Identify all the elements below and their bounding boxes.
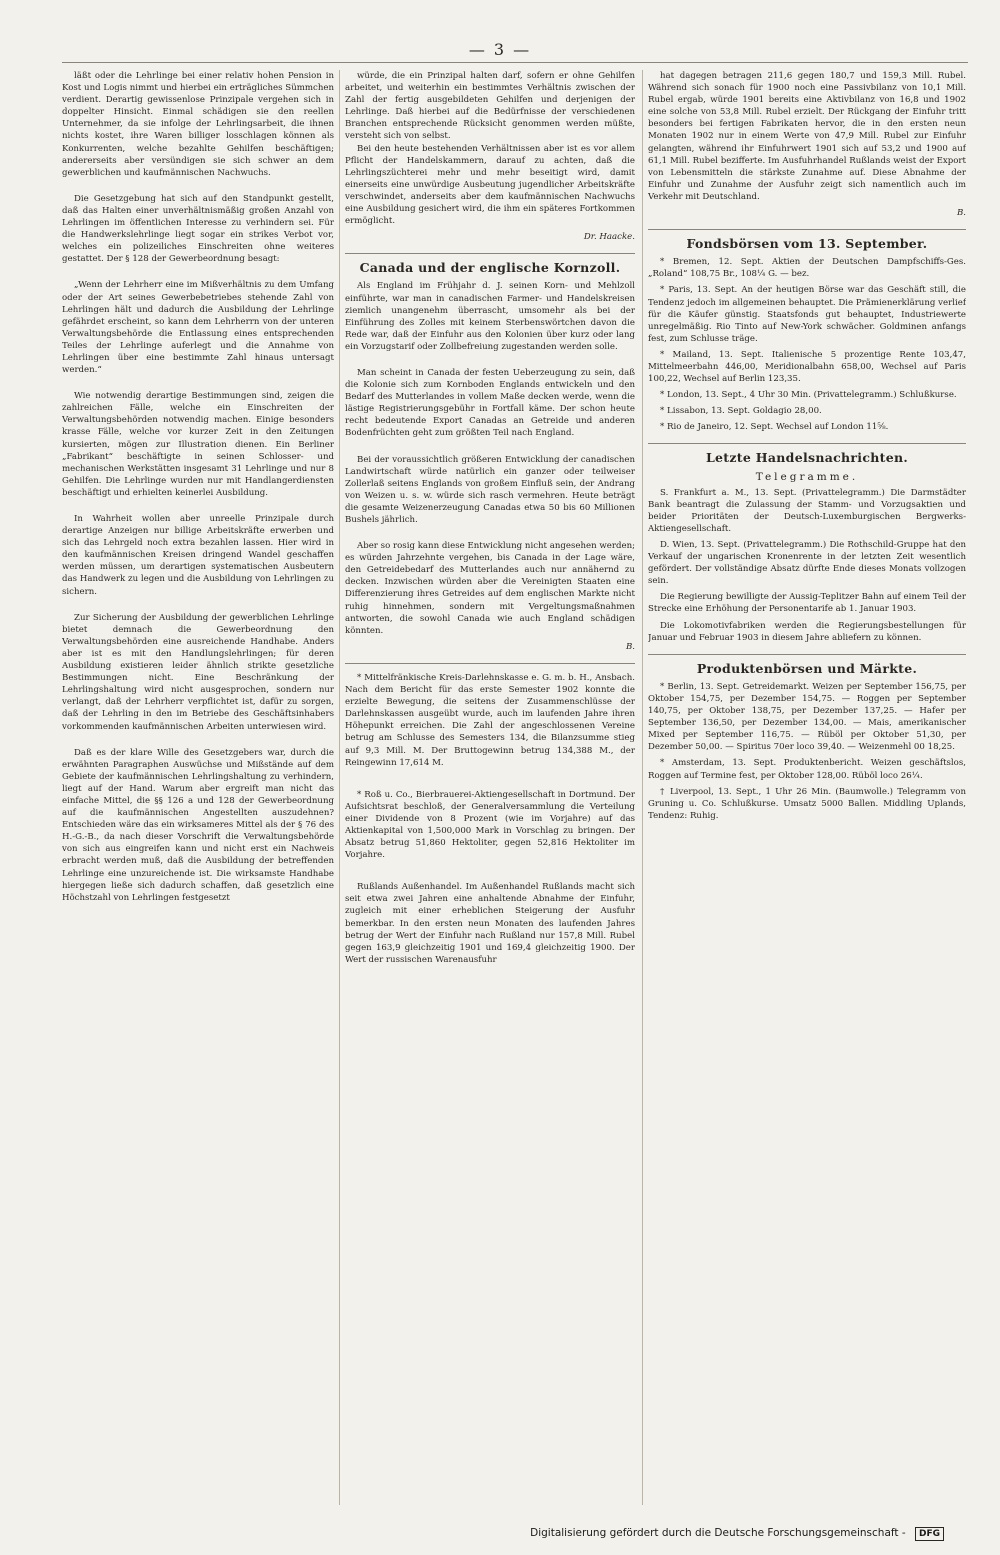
header-rule: [62, 62, 968, 63]
paragraph: Aber so rosig kann diese Entwicklung nicht angesehen werden; es würden Jahrzehnte vergehen, bis Canada in der Lage wäre, den Getreidebedarf des Mutterlandes auch nur annähernd zu decken. Inzwischen würden aber die Vereinigten Staaten eine Differenzierung ihres Getreides auf dem englischen Markte nicht ruhig hinnehmen, sondern mit Vergeltungsmaßnahmen antworten, die sowohl Canada wie auch England schädigen könnten.: [345, 541, 635, 636]
market-report: * Bremen, 12. Sept. Aktien der Deutschen Dampfschiffs-Ges. „Roland“ 108,75 Br., 108¼ G. — bez.: [648, 257, 966, 280]
paragraph: würde, die ein Prinzipal halten darf, sofern er ohne Gehilfen arbeitet, und weiterhin ein bestimmtes Verhältnis zwischen der Zahl der fertig ausgebildeten Gehilfen und derjenigen der Lehrlinge. Daß hierbei auf die Bedürfnisse der verschiedenen Branchen entsprechende Rücksicht genommen werden müßte, versteht sich von selbst.: [345, 71, 635, 142]
paragraph: Bei der voraussichtlich größeren Entwicklung der canadischen Landwirtschaft würde natürlich ein ganzer oder teilweiser Zollerlaß seitens Englands von großem Einfluß sein, der Andrang von Weizen u. s. w. würde sich rasch vermehren. Heute beträgt die gesamte Weizenerzeugung Canadas etwa 50 bis 60 Millionen Bushels jährlich.: [345, 454, 635, 525]
paragraph: hat dagegen betragen 211,6 gegen 180,7 und 159,3 Mill. Rubel. Während sich sonach für 1900 noch eine Passivbilanz von 10,1 Mill. Rubel ergab, würde 1901 bereits eine Aktivbilanz von 16,8 und 1902 eine solche von 53,8 Mill. Rubel erzielt. Der Rückgang der Einfuhr tritt besonders bei fertigen Fabrikaten hervor, die in den ersten neun Monaten 1902 nur in einem Werte von 47,9 Mill. Rubel zur Einfuhr gelangten, während ihr Einfuhrwert 1901 sich auf 53,2 und 1900 auf 61,1 Mill. Rubel bezifferte. Im Ausfuhrhandel Rußlands weist der Export von Lebensmitteln die stärkste Zunahme auf. Diese Abnahme der Einfuhr und Zunahme der Ausfuhr zeigt sich namentlich auch im Verkehr mit Deutschland.: [648, 71, 966, 202]
section-heading: Fondsbörsen vom 13. September.: [686, 236, 928, 252]
paragraph: Zur Sicherung der Ausbildung der gewerblichen Lehrlinge bietet demnach die Gewerbeordnung den Verwaltungsbehörden eine ausreichende Handhabe. Anders aber ist es mit den Handlungslehrlingen; für deren Ausbildung existieren leider ähnlich strikte gesetzliche Bestimmungen nicht. Eine Beschränkung der Lehrlingshaltung wird nicht ausgesprochen, sondern nur verlangt, daß der Lehrherr verpflichtet ist, dafür zu sorgen, daß der Lehrling in den im Betriebe des Geschäftsinhabers vorkommenden kaufmännischen Arbeiten unterwiesen wird.: [62, 612, 334, 732]
footer-text: Digitalisierung gefördert durch die Deutsche Forschungsgemeinschaft -: [530, 1527, 906, 1539]
author-signature: B.: [625, 641, 635, 652]
author-signature: Dr. Haacke.: [583, 232, 635, 243]
telegram: D. Wien, 13. Sept. (Privattelegramm.) Die Rothschild-Gruppe hat den Verkauf der ungarischen Kronenrente in der letzten Zeit wesentlich gefördert. Der vollständige Absatz dürfte Ende dieses Monats vollzogen sein.: [648, 540, 966, 587]
telegram: Die Regierung bewilligte der Aussig-Teplitzer Bahn auf einem Teil der Strecke eine Erhöhung der Personentarife ab 1. Januar 1903.: [648, 592, 966, 615]
column-divider: [339, 70, 340, 1505]
market-report: * Amsterdam, 13. Sept. Produktenbericht. Weizen geschäftslos, Roggen auf Termine fest, per Oktober 128,00. Rüböl loco 26¼.: [648, 758, 966, 781]
paragraph: Bei den heute bestehenden Verhältnissen aber ist es vor allem Pflicht der Handelskammern, darauf zu achten, daß die Lehrlingszüchterei mehr und mehr beseitigt wird, damit einerseits eine unwürdige Ausbeutung jugendlicher Arbeitskräfte verschwindet, anderseits aber dem kaufmännischen Nachwuchs eine Ausbildung gesichert wird, die ihm ein späteres Fortkommen ermöglicht.: [345, 143, 635, 227]
telegram: S. Frankfurt a. M., 13. Sept. (Privattelegramm.) Die Darmstädter Bank beantragt die Zulassung der Stamm- und Vorzugsaktien und beider Prioritäten der Deutsch-Luxemburgischen Bergwerks-Aktiengesellschaft.: [648, 487, 966, 534]
market-report: * Paris, 13. Sept. An der heutigen Börse war das Geschäft still, die Tendenz jedoch im allgemeinen behauptet. Die Prämienerklärung verlief für die Käufer günstig. Staatsfonds gut behauptet, Industriewerte unregelmäßig. Rio Tinto auf New-York schwächer. Goldminen anfangs fest, zum Schlusse träge.: [648, 285, 966, 344]
paragraph: In Wahrheit wollen aber unreelle Prinzipale durch derartige Anzeigen nur billige Arbeitskräfte erwerben und sich das Lehrgeld noch extra bezahlen lassen. Hier wird in den kaufmännischen Kreisen dringend Wandel geschaffen werden müssen, um derartigen systematischen Ausbeutern das Handwerk zu legen und die Ausbildung von Lehrlingen zu sichern.: [62, 514, 334, 597]
market-report: † Liverpool, 13. Sept., 1 Uhr 26 Min. (Baumwolle.) Telegramm von Gruning u. Co. Schlußkurse. Umsatz 5000 Ballen. Middling Uplands, Tendenz: Ruhig.: [648, 786, 966, 821]
market-report: * London, 13. Sept., 4 Uhr 30 Min. (Privattelegramm.) Schlußkurse.: [660, 390, 957, 401]
column-1: [62, 70, 334, 1505]
footer-credit: [0, 1527, 1000, 1543]
section-subheading: Telegramme.: [755, 470, 859, 483]
market-report: * Mailand, 13. Sept. Italienische 5 prozentige Rente 103,47, Mittelmeerbahn 446,00, Meridionalbahn 658,00, Wechsel auf Paris 100,22, Wechsel auf Berlin 123,35.: [648, 349, 966, 385]
section-rule: [648, 443, 966, 444]
paragraph: Als England im Frühjahr d. J. seinen Korn- und Mehlzoll einführte, war man in canadischen Farmer- und Handelskreisen ziemlich unangenehm überrascht, umsomehr als bei der Einführung des Zolles mit keinem Sterbenswörtchen davon die Rede war, daß der Einfuhr aus den Kolonien über kurz oder lang ein Vorzugstarif oder Zollbefreiung zugestanden werden solle.: [345, 281, 635, 352]
paragraph: Daß es der klare Wille des Gesetzgebers war, durch die erwähnten Paragraphen Auswüchse und Mißstände auf dem Gebiete der kaufmännischen Lehrlingshaltung zu verhindern, liegt auf der Hand. Warum aber ergreift man nicht das einfache Mittel, die §§ 126 a und 128 der Gewerbeordnung auf die kaufmännischen Angestellten auszudehnen? Entschieden wäre das ein wirksameres Mittel als der § 76 des H.-G.-B., da nach dieser Vorschrift die Verwaltungsbehörde von sich aus eingreifen kann und nicht erst ein Nachweis erbracht werden muß, daß die Ausbildung der betreffenden Lehrlinge eine unzureichende ist. Die wirksamste Handhabe hiergegen ließe sich dadurch schaffen, daß gesetzlich eine Höchstzahl von Lehrlingen festgesetzt: [62, 747, 334, 903]
paragraph: Die Gesetzgebung hat sich auf den Standpunkt gestellt, daß das Halten einer unverhältnismäßig großen Anzahl von Lehrlingen im öffentlichen Interesse zu verhindern sei. Für die Handwerkslehrlinge liegt sogar ein strikes Verbot vor, welches ein polizeiliches Einschreiten ohne weiteres gestattet. Der § 128 der Gewerbeordnung besagt:: [62, 193, 334, 265]
news-note: * Mittelfränkische Kreis-Darlehnskasse e. G. m. b. H., Ansbach. Nach dem Bericht für das erste Semester 1902 konnte die erzielte Bewegung, die seitens der Zusammenschlüsse der Darlehnskassen ausgeübt wurde, auch im laufenden Jahre ihren Höhepunkt erreichen. Die Zahl der angeschlossenen Vereine betrug am Schlusse des Semesters 134, die Bilanzsumme stieg auf 9,3 Mill. M. Der Bruttogewinn betrug 134,388 M., der Reingewinn 17,614 M.: [345, 672, 635, 768]
article-heading: Canada und der englische Kornzoll.: [359, 260, 621, 276]
section-rule: [345, 253, 635, 254]
paragraph: läßt oder die Lehrlinge bei einer relativ hohen Pension in Kost und Logis nimmt und hierbei ein erträgliches Sümmchen verdient. Derartig gewissenlose Prinzipale vergehen sich in doppelter Hinsicht. Einmal schädigen sie den reellen Unternehmer, da sie infolge der Lehrlingsarbeit, die ihnen nichts kostet, ihre Waren billiger losschlagen können als Konkurrenten, welche bezahlte Gehilfen beschäftigen; andererseits aber versündigen sie sich schwer an dem gewerblichen und kaufmännischen Nachwuchs.: [62, 71, 334, 178]
column-divider: [642, 70, 643, 1505]
author-signature: B.: [956, 208, 966, 219]
section-heading: Produktenbörsen und Märkte.: [696, 660, 918, 676]
section-rule: [648, 229, 966, 230]
column-3: [648, 70, 966, 1505]
page-number: — 3 —: [468, 40, 532, 59]
paragraph: Man scheint in Canada der festen Ueberzeugung zu sein, daß die Kolonie sich zum Kornboden Englands entwickeln und den Bedarf des Mutterlandes in vollem Maße decken werde, wenn die lästige Registrierungsgebühr in Fortfall käme. Der schon heute recht bedeutende Export Canadas an Getreide und anderen Bodenfrüchten geht zum größten Teil nach England.: [345, 367, 635, 439]
market-report: * Berlin, 13. Sept. Getreidemarkt. Weizen per September 156,75, per Oktober 154,75, per Dezember 154,75. — Roggen per September 140,75, per Oktober 138,75, per Dezember 137,25. — Hafer per September 136,50, per Dezember 134,00. — Mais, amerikanischer Mixed per September 116,75. — Rüböl per Oktober 51,30, per Dezember 50,00. — Spiritus 70er loco 39,40. — Weizenmehl 00 18,25.: [648, 681, 966, 753]
market-report: * Rio de Janeiro, 12. Sept. Wechsel auf London 11⅝.: [660, 422, 889, 433]
news-note: * Roß u. Co., Bierbrauerei-Aktiengesellschaft in Dortmund. Der Aufsichtsrat beschloß, der Generalversammlung die Verteilung einer Dividende von 8 Prozent (wie im Vorjahre) auf das Aktienkapital von 1,500,000 Mark in Vorschlag zu bringen. Der Absatz betrug 51,860 Hektoliter, gegen 52,816 Hektoliter im Vorjahre.: [345, 789, 635, 861]
news-note: Rußlands Außenhandel. Im Außenhandel Rußlands macht sich seit etwa zwei Jahren eine anhaltende Abnahme der Einfuhr, zugleich mit einer erheblichen Steigerung der Ausfuhr bemerkbar. In den ersten neun Monaten des laufenden Jahres betrug der Wert der Einfuhr nach Rußland nur 157,8 Mill. Rubel gegen 163,9 gleichzeitig 1901 und 169,4 gleichzeitig 1900. Der Wert der russischen Warenausfuhr: [345, 882, 635, 965]
dfg-logo-icon: DFG: [915, 1527, 944, 1541]
section-rule: [345, 663, 635, 664]
section-rule: [648, 654, 966, 655]
section-heading: Letzte Handelsnachrichten.: [705, 450, 909, 466]
telegram: Die Lokomotivfabriken werden die Regierungsbestellungen für Januar und Februar 1903 in diesem Jahre abliefern zu können.: [648, 620, 966, 643]
quote-paragraph: „Wenn der Lehrherr eine im Mißverhältnis zu dem Umfang oder der Art seines Gewerbebetriebes stehende Zahl von Lehrlingen hält und dadurch die Ausbildung der Lehrlinge gefährdet erscheint, so kann dem Lehrherrn von der unteren Verwaltungsbehörde die Entlassung eines entsprechenden Teiles der Lehrlinge auferlegt und die Annahme von Lehrlingen über eine bestimmte Zahl hinaus untersagt werden.“: [62, 280, 334, 376]
paragraph: Wie notwendig derartige Bestimmungen sind, zeigen die zahlreichen Fälle, welche ein Einschreiten der Verwaltungsbehörden notwendig machen. Einige besonders krasse Fälle, welche vor kurzer Zeit in den Zeitungen kursierten, mögen zur Illustration dienen. Ein Berliner „Fabrikant“ beschäftigte in seinen Schlosser- und mechanischen Werkstätten insgesamt 31 Lehrlinge und nur 8 Gehilfen. Die Lehrlinge wurden nur mit Handlangerdiensten beschäftigt und erhielten keinerlei Ausbildung.: [62, 391, 334, 498]
column-2: [345, 70, 635, 1505]
market-report: * Lissabon, 13. Sept. Goldagio 28,00.: [660, 406, 822, 417]
